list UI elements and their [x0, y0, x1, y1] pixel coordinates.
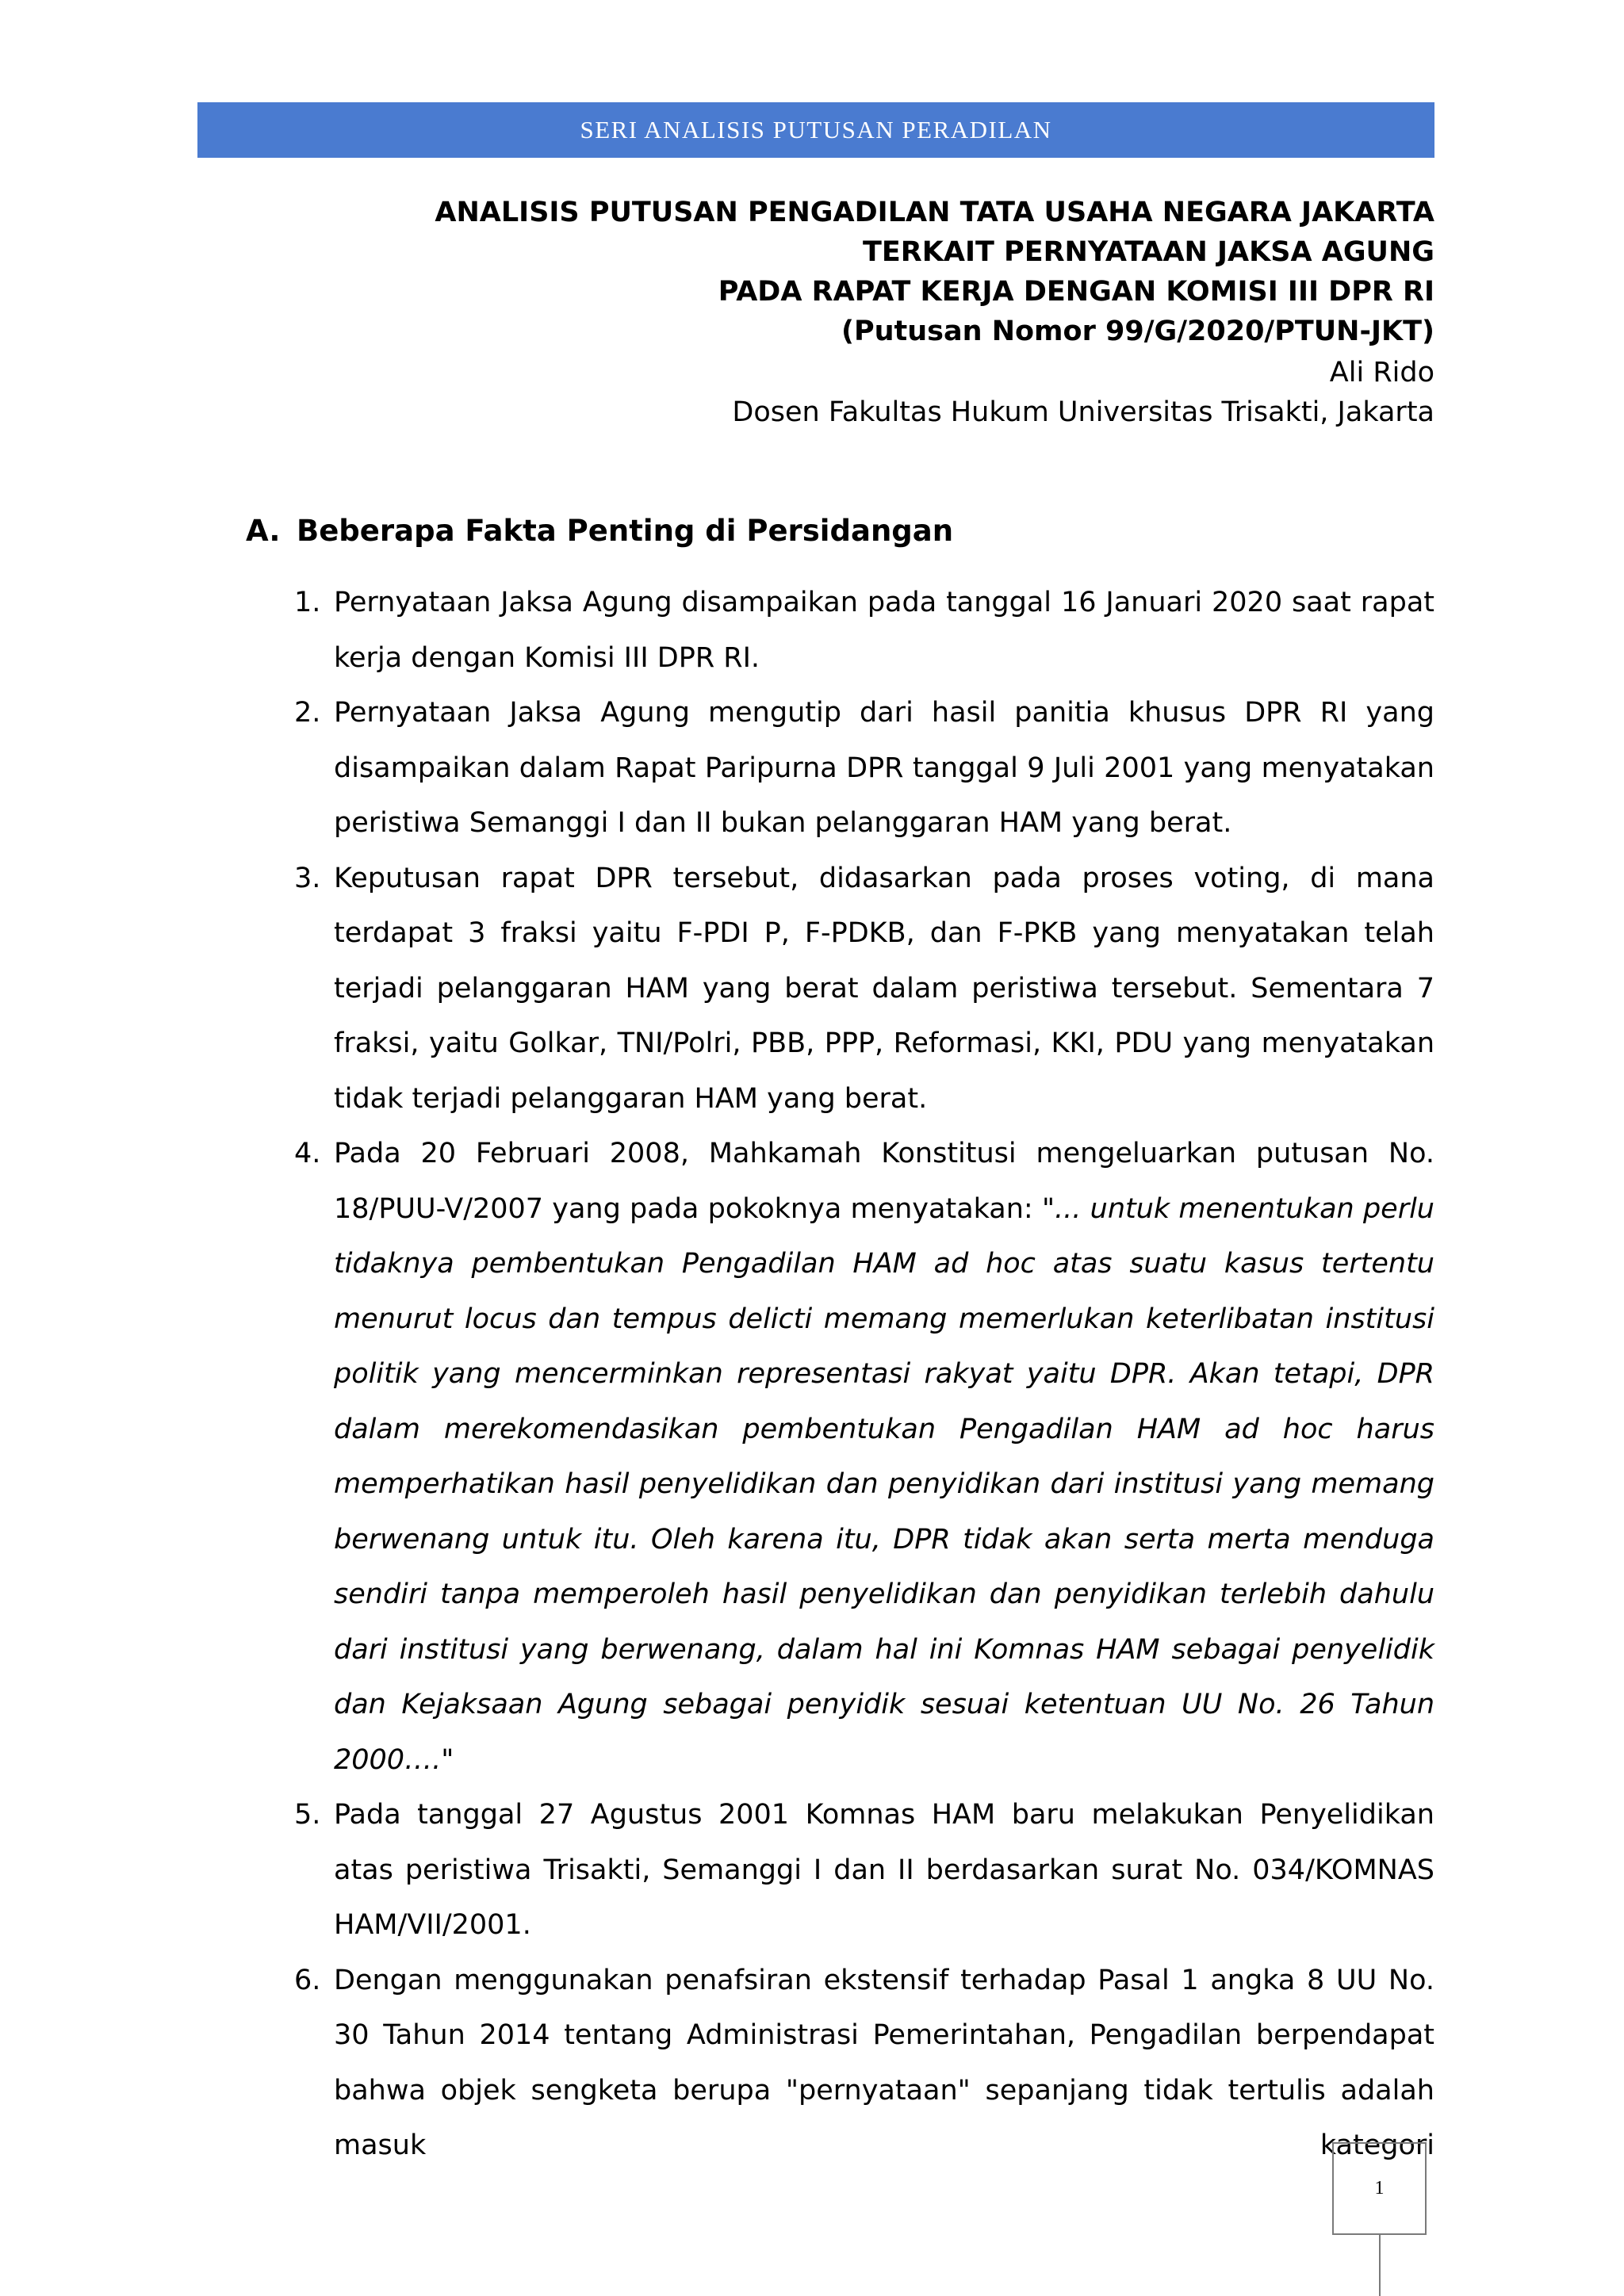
- section-letter: A.: [246, 514, 281, 548]
- list-item-number: 5.: [294, 1799, 321, 1831]
- list-item-number: 3.: [294, 862, 321, 894]
- author-name: Ali Rido: [1329, 357, 1434, 388]
- list-item: [287, 1127, 1434, 1788]
- page-number-box: [1332, 2142, 1427, 2235]
- facts-list: [287, 576, 1434, 2174]
- page-number-connector: [1379, 2235, 1381, 2296]
- list-item: [287, 851, 1434, 1127]
- list-item-number: 6.: [294, 1964, 321, 1996]
- title-line-3: PADA RAPAT KERJA DENGAN KOMISI III DPR RI: [718, 276, 1434, 308]
- list-item-text: Pada tanggal 27 Agustus 2001 Komnas HAM baru melakukan Penyelidikan atas peristiwa Trisakti, Semanggi I dan II berdasarkan surat No. 034/KOMNAS HAM/VII/2001.: [334, 1799, 1434, 1941]
- list-item-number: 4.: [294, 1138, 321, 1169]
- series-banner-text: SERI ANALISIS PUTUSAN PERADILAN: [580, 116, 1052, 144]
- page-number: 1: [1374, 2178, 1385, 2198]
- list-item-text: Dengan menggunakan penafsiran ekstensif terhadap Pasal 1 angka 8 UU No. 30 Tahun 2014 tentang Administrasi Pemerintahan, Pengadilan berpendapat bahwa objek sengketa berupa "pernyataan" sepanjang tidak tertulis adalah masuk kategori: [334, 1964, 1434, 2161]
- court-quote: "... untuk menentukan perlu tidaknya pembentukan Pengadilan HAM ad hoc atas suatu kasus tertentu menurut locus dan tempus delicti memang memerlukan keterlibatan institusi politik yang mencerminkan representasi rakyat yaitu DPR. Akan tetapi, DPR dalam merekomendasikan pembentukan Pengadilan HAM ad hoc harus memperhatikan hasil penyelidikan dan penyidikan dari institusi yang memang berwenang untuk itu. Oleh karena itu, DPR tidak akan serta merta menduga sendiri tanpa memperoleh hasil penyelidikan dan penyidikan terlebih dahulu dari institusi yang berwenang, dalam hal ini Komnas HAM sebagai penyelidik dan Kejaksaan Agung sebagai penyidik sesuai ketentuan UU No. 26 Tahun 2000….": [334, 1192, 1434, 1776]
- title-line-1: ANALISIS PUTUSAN PENGADILAN TATA USAHA NEGARA JAKARTA: [435, 197, 1434, 228]
- author-affiliation: Dosen Fakultas Hukum Universitas Trisakti, Jakarta: [732, 396, 1434, 428]
- list-item-text: Keputusan rapat DPR tersebut, didasarkan pada proses voting, di mana terdapat 3 fraksi yaitu F-PDI P, F-PDKB, dan F-PKB yang menyatakan telah terjadi pelanggaran HAM yang berat dalam peristiwa tersebut. Sementara 7 fraksi, yaitu Golkar, TNI/Polri, PBB, PPP, Reformasi, KKI, PDU yang menyatakan tidak terjadi pelanggaran HAM yang berat.: [334, 862, 1434, 1115]
- list-item-text: Pernyataan Jaksa Agung disampaikan pada tanggal 16 Januari 2020 saat rapat kerja dengan Komisi III DPR RI.: [334, 587, 1434, 674]
- list-item: [287, 1788, 1434, 1954]
- document-header: [435, 193, 1434, 432]
- list-item-number: 1.: [294, 587, 321, 618]
- list-item: [287, 576, 1434, 686]
- list-item: [287, 1954, 1434, 2174]
- title-line-4: (Putusan Nomor 99/G/2020/PTUN-JKT): [841, 316, 1434, 347]
- series-banner: [197, 102, 1434, 158]
- list-item: [287, 686, 1434, 851]
- list-item-lead: Pada 20 Februari 2008, Mahkamah Konstitusi mengeluarkan putusan No. 18/PUU-V/2007 yang pada pokoknya menyatakan:: [334, 1138, 1434, 1225]
- section-heading: [246, 514, 953, 548]
- title-line-2: TERKAIT PERNYATAAN JAKSA AGUNG: [863, 236, 1434, 268]
- list-item-text: Pernyataan Jaksa Agung mengutip dari hasil panitia khusus DPR RI yang disampaikan dalam Rapat Paripurna DPR tanggal 9 Juli 2001 yang menyatakan peristiwa Semanggi I dan II bukan pelanggaran HAM yang berat.: [334, 697, 1434, 839]
- list-item-text: [334, 1127, 1434, 1788]
- section-title: Beberapa Fakta Penting di Persidangan: [297, 514, 954, 548]
- list-item-number: 2.: [294, 697, 321, 729]
